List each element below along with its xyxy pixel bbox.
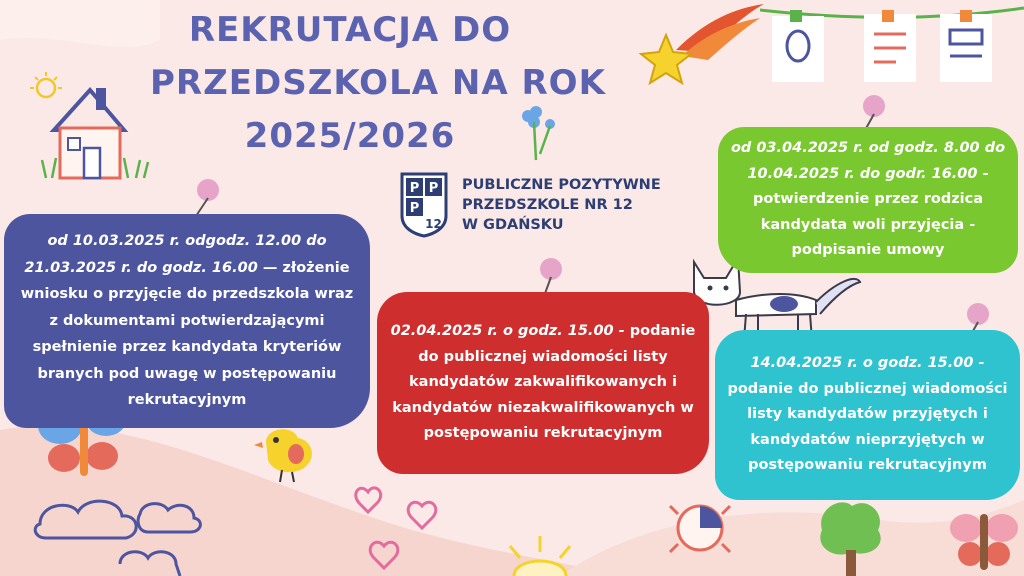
step-application-date: od 10.03.2025 r. odgodz. 12.00 do 21.03.2025 r. do godz. 16.00 [24,233,327,276]
logo-number: 12 [425,217,442,231]
step-admitted-list-card [715,330,1020,500]
title-line-1: REKRUTACJA DO [188,10,512,50]
step-confirmation-text [726,136,1010,264]
school-name-line-2: PRZEDSZKOLE NR 12 [462,197,633,213]
title-line-2: PRZEDSZKOLA NA ROK [150,63,606,103]
house-drawing-icon [28,70,158,190]
step-qualified-list-text [389,319,697,447]
hearts-icon [352,480,472,576]
step-application-text [16,228,358,414]
school-crest-icon [400,172,448,238]
school-name-line-3: W GDAŃSKU [462,217,564,233]
ladybug-icon [668,494,732,558]
clouds-icon [30,484,230,576]
logo-letter-3: P [409,201,420,216]
logo-letter-2: P [428,181,439,196]
step-admitted-list-description: podanie do publicznej wiadomości listy kandydatów przyjętych i kandydatów nieprzyjętych w postępowaniu rekrutacyjnym [727,380,1008,474]
step-application-card [4,214,370,428]
school-logo [400,172,661,238]
step-admitted-list-text [725,351,1010,479]
tree-drawing-icon [812,494,888,576]
logo-letter-1: P [409,181,420,196]
hanging-notes-icon [760,0,1024,100]
butterfly-icon [948,506,1020,576]
step-confirmation-description: - potwierdzenie przez rodzica kandydata woli przyjęcia - podpisanie umowy [752,165,989,259]
shooting-star-icon [636,0,766,95]
step-qualified-list-description: podanie do publicznej wiadomości listy kandydatów zakwalifikowanych i kandydatów niezakwalifikowanych w postępowaniu rekrutacyjnym [392,323,696,442]
school-name [462,175,661,235]
step-confirmation-card [718,127,1018,273]
sun-drawing-icon [500,526,580,576]
step-admitted-list-date: 14.04.2025 r. o godz. 15.00 - [750,355,985,372]
step-qualified-list-card [377,292,709,474]
step-application-description: — złożenie wniosku o przyjęcie do przedszkola wraz z dokumentami potwierdzającymi spełnienie przez kandydata kryteriów branych pod uwagę w postępowaniu rekrutacyjnym [20,259,354,409]
title-line-3: 2025/2026 [244,116,456,156]
step-qualified-list-date: 02.04.2025 r. o godz. 15.00 - [390,323,625,340]
school-name-line-1: PUBLICZNE POZYTYWNE [462,177,661,193]
step-confirmation-date: od 03.04.2025 r. od godz. 8.00 do 10.04.2025 r. do godr. 16.00 [730,140,1006,182]
page-title [150,4,606,163]
